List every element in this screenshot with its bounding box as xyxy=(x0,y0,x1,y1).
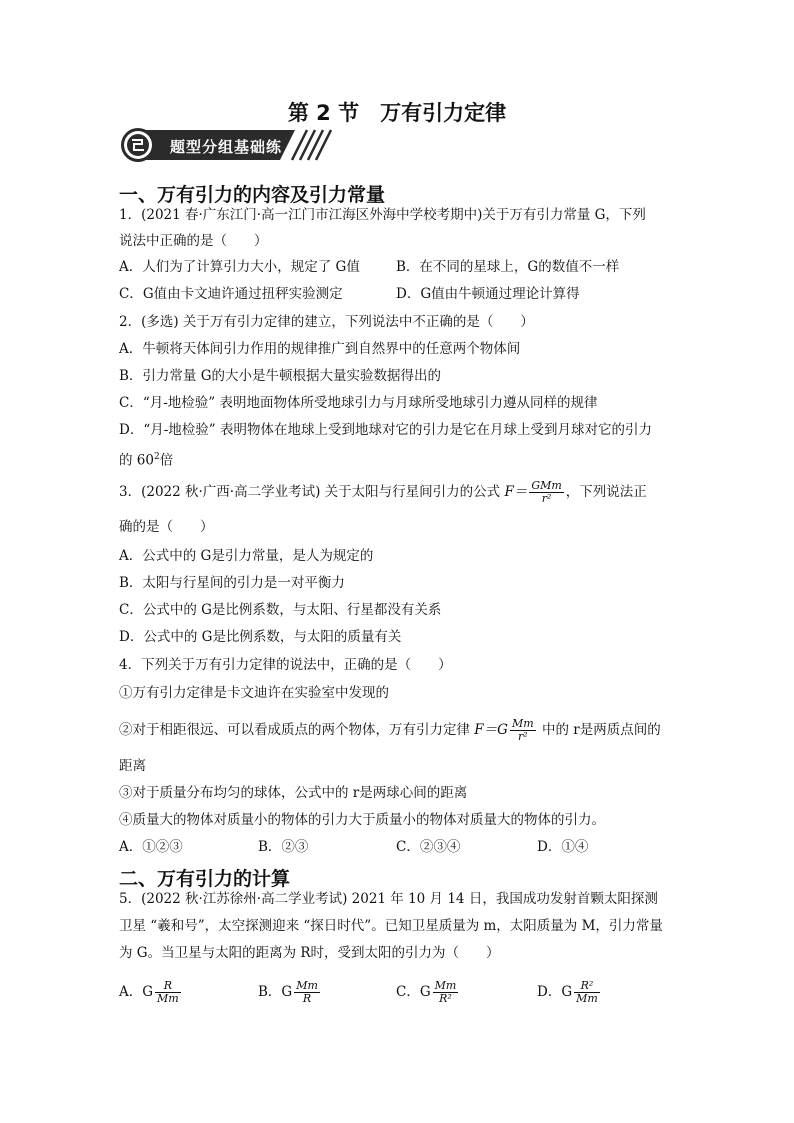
q4-statement-4: ④质量大的物体对质量小的物体的引力大于质量小的物体对质量大的物体的引力。 xyxy=(119,812,605,828)
q3-option-d: D．公式中的 G是比例系数，与太阳的质量有关 xyxy=(119,629,402,645)
q5-a-label: A．G xyxy=(119,984,154,1000)
q3-stem-text: 3．(2022 秋·广西·高二学业考试) 关于太阳与行星间引力的公式 xyxy=(119,484,505,500)
q5-stem-line2: 卫星 “羲和号”，太空探测迎来 “探日时代”。已知卫星质量为 m，太阳质量为 M，引力常量 xyxy=(119,918,663,934)
q2-option-d-line1: D．“月-地检验” 表明物体在地球上受到地球对它的引力是它在月球上受到月球对它的引力 xyxy=(119,422,652,438)
q3-option-c: C．公式中的 G是比例系数，与太阳、行星都没有关系 xyxy=(119,602,442,618)
q5-c-fraction xyxy=(433,980,459,1005)
q4-option-c: C．②③④ xyxy=(396,839,461,855)
q5-b-fraction xyxy=(294,980,320,1005)
q4-formula-numerator: Mm xyxy=(511,717,534,730)
q5-a-fraction xyxy=(155,980,181,1005)
q2-option-a: A．牛顿将天体间引力作用的规律推广到自然界中的任意两个物体间 xyxy=(119,341,521,357)
q5-b-label: B．G xyxy=(258,984,293,1000)
q1-option-d: D．G值由牛顿通过理论计算得 xyxy=(396,286,580,302)
q2-option-c: C．“月-地检验” 表明地面物体所受地球引力与月球所受地球引力遵从同样的规律 xyxy=(119,395,598,411)
q4-statement-1: ①万有引力定律是卡文迪许在实验室中发现的 xyxy=(119,685,389,701)
q1-stem-line1: 1．(2021 春·广东江门·高一江门市江海区外海中学校考期中)关于万有引力常量 G，下列 xyxy=(119,207,646,223)
q4-statement-2 xyxy=(119,718,661,743)
q2-stem: 2．(多选) 关于万有引力定律的建立，下列说法中不正确的是（ ） xyxy=(119,314,534,330)
q3-option-b: B．太阳与行星间的引力是一对平衡力 xyxy=(119,575,345,591)
page-title: 第 2 节 万有引力定律 xyxy=(287,101,507,125)
section-heading-1: 一、万有引力的内容及引力常量 xyxy=(119,184,386,206)
q5-a-numerator: R xyxy=(155,980,181,993)
q5-option-d xyxy=(537,980,602,1005)
banner-label: 题型分组基础练 xyxy=(170,138,283,156)
q4-formula-denominator: r² xyxy=(517,730,528,743)
q4-statement-2-cont: 距离 xyxy=(119,758,146,774)
q4-option-a: A．①②③ xyxy=(119,839,183,855)
q5-b-denominator: R xyxy=(302,992,312,1005)
q5-b-numerator: Mm xyxy=(296,979,318,992)
q2-d-text: 的 60 xyxy=(119,452,154,469)
q1-option-b: B．在不同的星球上，G的数值不一样 xyxy=(396,259,620,275)
section-heading-2: 二、万有引力的计算 xyxy=(119,868,291,890)
q1-option-a: A．人们为了计算引力大小，规定了 G值 xyxy=(119,259,360,275)
q2-d-text-end: 倍 xyxy=(159,452,174,469)
q5-d-denominator: Mm xyxy=(576,992,598,1005)
q5-option-a xyxy=(119,980,183,1005)
q5-c-denominator: R² xyxy=(439,992,452,1005)
section-banner xyxy=(120,127,335,167)
q4-option-d: D．①④ xyxy=(537,839,589,855)
q3-stem-line1 xyxy=(119,480,647,505)
q3-option-a: A．公式中的 G是引力常量，是人为规定的 xyxy=(119,548,374,564)
q5-option-b xyxy=(258,980,322,1005)
q5-c-numerator: Mm xyxy=(434,979,457,992)
q4-stem: 4．下列关于万有引力定律的说法中，正确的是（ ） xyxy=(119,657,452,673)
q4-formula-lhs: F＝G xyxy=(474,722,508,738)
q4-option-b: B．②③ xyxy=(258,839,309,855)
q4-s2-text: ②对于相距很远、可以看成质点的两个物体，万有引力定律 xyxy=(119,722,475,738)
q2-d-exponent: 2 xyxy=(153,452,160,462)
q4-formula-fraction xyxy=(510,718,536,743)
q1-option-c: C．G值由卡文迪许通过扭秤实验测定 xyxy=(119,286,343,302)
q5-d-label: D．G xyxy=(537,984,573,1000)
q3-formula-fraction xyxy=(529,480,563,505)
q3-stem-line2: 确的是（ ） xyxy=(119,519,214,535)
q2-option-b: B．引力常量 G的大小是牛顿根据大量实验数据得出的 xyxy=(119,368,441,384)
q4-formula xyxy=(474,717,537,743)
q5-d-fraction xyxy=(574,980,600,1005)
q5-stem-line3: 为 G。当卫星与太阳的距离为 R时，受到太阳的引力为（ ） xyxy=(119,945,500,961)
q5-a-denominator: Mm xyxy=(157,992,179,1005)
q1-stem-line2: 说法中正确的是（ ） xyxy=(119,233,268,249)
q5-c-label: C．G xyxy=(396,984,431,1000)
q3-formula xyxy=(504,479,565,505)
q5-d-numerator: R² xyxy=(574,980,600,993)
q4-statement-3: ③对于质量分布均匀的球体，公式中的 r是两球心间的距离 xyxy=(119,785,468,801)
q3-stem-text-end: ，下列说法正 xyxy=(565,484,647,500)
q3-formula-lhs: F＝ xyxy=(504,484,528,500)
q3-formula-numerator: GMm xyxy=(531,479,562,492)
q3-formula-denominator: r² xyxy=(541,492,552,505)
q5-stem-line1: 5．(2022 秋·江苏徐州·高二学业考试) 2021 年 10 月 14 日，我国成功发射首颗太阳探测 xyxy=(119,891,658,907)
q4-s2-text-end: 中的 r是两质点间的 xyxy=(537,722,661,738)
q5-option-c xyxy=(396,980,460,1005)
q2-option-d-line2 xyxy=(119,448,173,470)
